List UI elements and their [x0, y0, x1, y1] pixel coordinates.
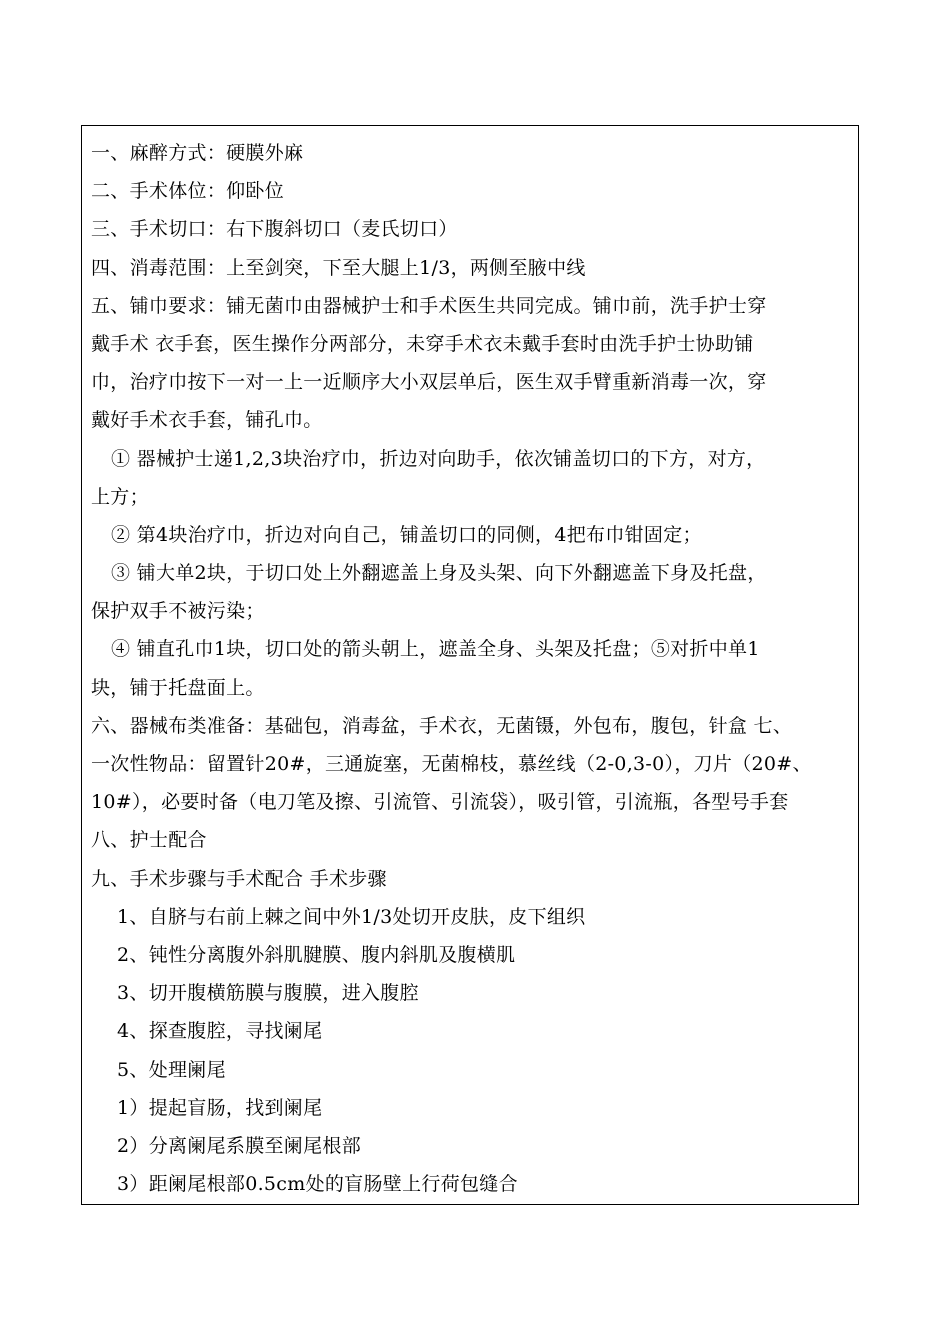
- draping-requirements-line-4: 戴好手术衣手套，铺孔巾。: [91, 409, 323, 432]
- draping-requirements-line-3: 巾，治疗巾按下一对一上一近顺序大小双层单后，医生双手臂重新消毒一次，穿: [91, 371, 767, 394]
- instrument-prep-line-2: 一次性物品：留置针20#，三通旋塞，无菌棉枝，慕丝线（2-0,3-0），刀片（20#、: [91, 753, 812, 775]
- draping-step-3-line-2: 保护双手不被污染；: [91, 600, 265, 623]
- draping-step-3-line-1: ③ 铺大单2块，于切口处上外翻遮盖上身及头架、向下外翻遮盖下身及托盘，: [111, 562, 767, 585]
- document-box: [81, 125, 859, 1205]
- surgical-step-3: 3、切开腹横筋膜与腹膜，进入腹腔: [117, 982, 419, 1005]
- appendix-substep-2: 2）分离阑尾系膜至阑尾根部: [117, 1134, 361, 1157]
- surgical-step-1: 1、自脐与右前上棘之间中外1/3处切开皮肤，皮下组织: [117, 905, 586, 928]
- anesthesia-method-line: 一、麻醉方式：硬膜外麻: [91, 142, 304, 164]
- draping-step-4-line-1: ④ 铺直孔巾1块，切口处的箭头朝上，遮盖全身、头架及托盘；⑤对折中单1: [111, 638, 760, 661]
- surgical-steps-heading: 九、手术步骤与手术配合 手术步骤: [91, 867, 387, 890]
- appendix-substep-3: 3）距阑尾根部0.5cm处的盲肠壁上行荷包缝合: [117, 1173, 518, 1196]
- surgical-step-4: 4、探查腹腔，寻找阑尾: [117, 1020, 323, 1043]
- surgical-step-2: 2、钝性分离腹外斜肌腱膜、腹内斜肌及腹横肌: [117, 943, 516, 966]
- surgical-step-5: 5、处理阑尾: [117, 1058, 226, 1081]
- draping-step-2-line: ② 第4块治疗巾，折边对向自己，铺盖切口的同侧，4把布巾钳固定；: [111, 523, 702, 546]
- draping-step-1-line-1: ① 器械护士递1,2,3块治疗巾，折边对向助手，依次铺盖切口的下方，对方，: [111, 447, 766, 470]
- draping-requirements-line-2: 戴手术 衣手套，医生操作分两部分，未穿手术衣未戴手套时由洗手护士协助铺: [91, 332, 754, 355]
- draping-requirements-line-1: 五、铺巾要求：铺无菌巾由器械护士和手术医生共同完成。铺巾前，洗手护士穿: [91, 294, 767, 317]
- nurse-cooperation-heading: 八、护士配合: [91, 829, 207, 852]
- instrument-prep-line-1: 六、器械布类准备：基础包，消毒盆，手术衣，无菌镊，外包布，腹包，针盒 七、: [91, 714, 793, 737]
- disinfection-range-line: 四、消毒范围：上至剑突，下至大腿上1/3，两侧至腋中线: [91, 256, 586, 279]
- instrument-prep-line-3: 10#），必要时备（电刀笔及擦、引流管、引流袋），吸引管，引流瓶，各型号手套: [91, 791, 789, 814]
- draping-step-1-line-2: 上方；: [91, 485, 149, 508]
- incision-line: 三、手术切口：右下腹斜切口（麦氏切口）: [91, 218, 458, 241]
- appendix-substep-1: 1）提起盲肠，找到阑尾: [117, 1096, 323, 1119]
- draping-step-4-line-2: 块，铺于托盘面上。: [91, 676, 265, 699]
- surgical-position-line: 二、手术体位：仰卧位: [91, 180, 285, 203]
